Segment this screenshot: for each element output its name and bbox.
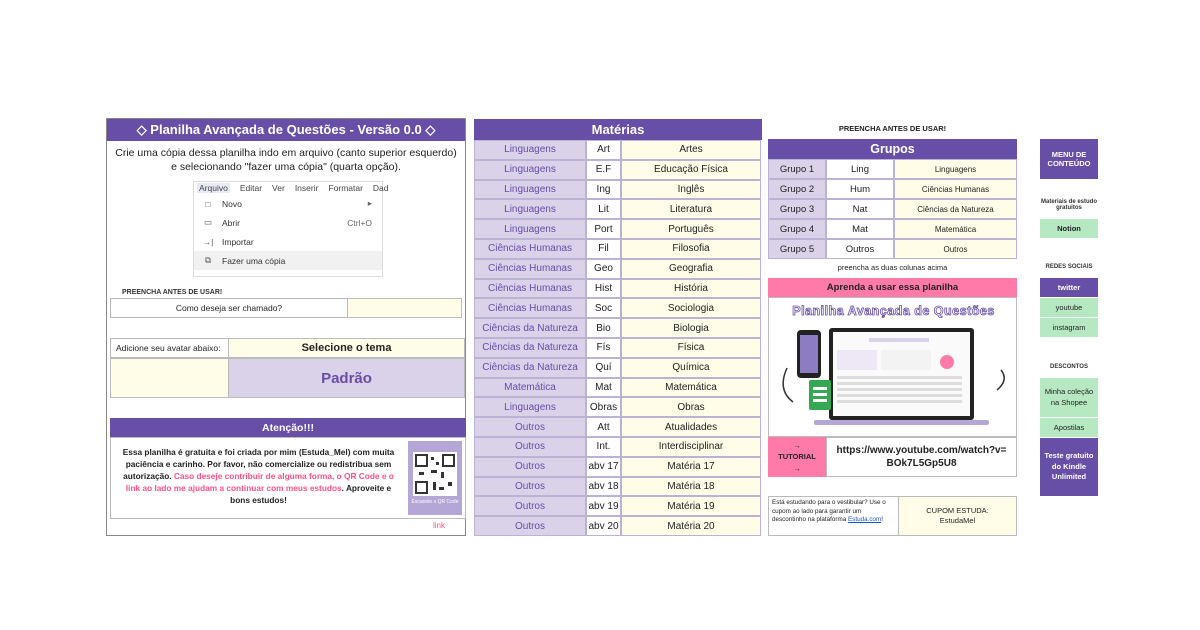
subject-area[interactable]: Linguagens bbox=[474, 180, 586, 200]
group-id[interactable]: Grupo 3 bbox=[768, 199, 826, 219]
kindle-button[interactable]: Teste gratuito do Kindle Unlimited bbox=[1040, 438, 1098, 496]
name-row bbox=[110, 298, 462, 318]
groups-note: preencha as duas colunas acima bbox=[837, 263, 948, 272]
subject-area[interactable]: Ciências da Natureza bbox=[474, 338, 586, 358]
menu-file: Arquivo bbox=[199, 183, 228, 193]
coupon-link[interactable]: Estuda.com bbox=[847, 516, 882, 523]
subject-area[interactable]: Linguagens bbox=[474, 140, 586, 160]
menu-data: Dad bbox=[372, 183, 389, 193]
subject-abbrev[interactable]: Quí bbox=[586, 358, 621, 378]
subject-name[interactable]: Inglês bbox=[621, 180, 761, 200]
subject-row bbox=[474, 477, 762, 497]
subject-name[interactable]: Matéria 17 bbox=[621, 457, 761, 477]
subject-abbrev[interactable]: abv 19 bbox=[586, 496, 621, 516]
attention-text: Essa planilha é gratuita e foi criada por mim (Estuda_Mel) com muita paciência e carinho. Por favor, não comercialize ou redistribua sem autorização. Caso deseje contribuir de alguma forma, o QR Code e o link ao lado me ajudam a continuar com meus estudos. Aproveite e bons estudos! bbox=[122, 447, 395, 506]
group-row bbox=[768, 179, 1017, 199]
menu-item-open: ▭ Abrir Ctrl+O bbox=[203, 217, 372, 228]
subject-area[interactable]: Outros bbox=[474, 457, 586, 477]
subject-row bbox=[474, 160, 762, 180]
subject-name[interactable]: Artes bbox=[621, 140, 761, 160]
subjects-title: Matérias bbox=[474, 119, 762, 140]
subject-row bbox=[474, 417, 762, 437]
subject-abbrev[interactable]: Soc bbox=[586, 298, 621, 318]
subject-name[interactable]: Literatura bbox=[621, 199, 761, 219]
group-id[interactable]: Grupo 5 bbox=[768, 239, 826, 259]
subject-abbrev[interactable]: Ing bbox=[586, 180, 621, 200]
subject-abbrev[interactable]: Mat bbox=[586, 378, 621, 398]
subject-abbrev[interactable]: Bio bbox=[586, 318, 621, 338]
copy-instructions: Crie uma cópia dessa planilha indo em arquivo (canto superior esquerdo) e selecionando "fazer uma cópia" (quarta opção). bbox=[115, 147, 457, 173]
groups-fill-before: PREENCHA ANTES DE USAR! bbox=[838, 124, 947, 133]
attention-title: Atenção!!! bbox=[110, 418, 466, 437]
sheet-title: ◇ Planilha Avançada de Questões - Versão 0.0 ◇ bbox=[107, 119, 465, 141]
group-name[interactable]: Matemática bbox=[894, 219, 1017, 239]
subject-area[interactable]: Linguagens bbox=[474, 219, 586, 239]
instagram-button[interactable]: instagram bbox=[1040, 318, 1098, 337]
group-row bbox=[768, 239, 1017, 259]
name-question: Como deseja ser chamado? bbox=[111, 299, 348, 317]
subject-row bbox=[474, 457, 762, 477]
group-name[interactable]: Linguagens bbox=[894, 159, 1017, 179]
subject-row bbox=[474, 338, 762, 358]
subjects-rows bbox=[474, 140, 762, 536]
menu-item-copy: ⧉ Fazer uma cópia bbox=[194, 251, 382, 270]
subject-name[interactable]: Atualidades bbox=[621, 417, 761, 437]
subject-name[interactable]: Matéria 19 bbox=[621, 496, 761, 516]
subject-abbrev[interactable]: abv 20 bbox=[586, 516, 621, 536]
subject-area[interactable]: Ciências Humanas bbox=[474, 279, 586, 299]
subject-name[interactable]: História bbox=[621, 279, 761, 299]
tutorial-preview[interactable] bbox=[768, 297, 1017, 437]
subject-name[interactable]: Matéria 20 bbox=[621, 516, 761, 536]
subject-row bbox=[474, 140, 762, 160]
avatar-cell[interactable] bbox=[110, 358, 230, 398]
subject-name[interactable]: Obras bbox=[621, 397, 761, 417]
subject-row bbox=[474, 219, 762, 239]
file-menu-screenshot bbox=[193, 181, 389, 277]
subject-abbrev[interactable]: Fil bbox=[586, 239, 621, 259]
subject-row bbox=[474, 358, 762, 378]
qr-caption: Escaneie o QR Code bbox=[411, 498, 459, 505]
group-row bbox=[768, 159, 1017, 179]
shopee-button[interactable]: Minha coleção na Shopee bbox=[1040, 378, 1098, 417]
groups-rows bbox=[768, 159, 1017, 259]
subject-name[interactable]: Educação Física bbox=[621, 160, 761, 180]
subject-abbrev[interactable]: abv 18 bbox=[586, 477, 621, 497]
group-id[interactable]: Grupo 4 bbox=[768, 219, 826, 239]
qr-code-card[interactable] bbox=[408, 441, 462, 515]
youtube-button[interactable]: youtube bbox=[1040, 298, 1098, 317]
group-abbrev[interactable]: Outros bbox=[826, 239, 894, 259]
group-id[interactable]: Grupo 1 bbox=[768, 159, 826, 179]
menu-edit: Editar bbox=[239, 183, 263, 193]
subject-abbrev[interactable]: Port bbox=[586, 219, 621, 239]
apostilas-button[interactable]: Apostilas bbox=[1040, 418, 1098, 437]
tutorial-label: → TUTORIAL → bbox=[768, 437, 826, 477]
fill-before-label: PREENCHA ANTES DE USAR! bbox=[122, 289, 223, 296]
subject-abbrev[interactable]: E.F bbox=[586, 160, 621, 180]
social-label: REDES SOCIAIS bbox=[1045, 264, 1093, 270]
menu-format: Formatar bbox=[328, 183, 363, 193]
subject-row bbox=[474, 318, 762, 338]
import-icon: →| bbox=[202, 236, 214, 247]
folder-icon: ▭ bbox=[203, 217, 213, 227]
subject-row bbox=[474, 239, 762, 259]
subject-name[interactable]: Física bbox=[621, 338, 761, 358]
subject-area[interactable]: Ciências Humanas bbox=[474, 239, 586, 259]
subject-abbrev[interactable]: Geo bbox=[586, 259, 621, 279]
support-link[interactable]: link bbox=[433, 521, 446, 530]
group-abbrev[interactable]: Hum bbox=[826, 179, 894, 199]
subject-area[interactable]: Outros bbox=[474, 417, 586, 437]
subject-row bbox=[474, 496, 762, 516]
theme-label: Selecione o tema bbox=[228, 338, 465, 358]
subject-row bbox=[474, 397, 762, 417]
subject-area[interactable]: Linguagens bbox=[474, 199, 586, 219]
theme-select[interactable]: Padrão bbox=[228, 358, 465, 398]
subject-area[interactable]: Outros bbox=[474, 496, 586, 516]
group-abbrev[interactable]: Mat bbox=[826, 219, 894, 239]
group-name[interactable]: Ciências da Natureza bbox=[894, 199, 1017, 219]
qr-code-icon bbox=[413, 452, 457, 496]
group-name[interactable]: Outros bbox=[894, 239, 1017, 259]
tutorial-title: Aprenda a usar essa planilha bbox=[768, 278, 1017, 297]
subject-row bbox=[474, 259, 762, 279]
subject-abbrev[interactable]: Hist bbox=[586, 279, 621, 299]
subject-name[interactable]: Química bbox=[621, 358, 761, 378]
subject-row bbox=[474, 378, 762, 398]
subject-row bbox=[474, 279, 762, 299]
subject-abbrev[interactable]: Art bbox=[586, 140, 621, 160]
subject-name[interactable]: Biologia bbox=[621, 318, 761, 338]
subject-row bbox=[474, 516, 762, 536]
avatar-label: Adicione seu avatar abaixo: bbox=[110, 338, 230, 358]
subject-area[interactable]: Outros bbox=[474, 516, 586, 536]
subject-name[interactable]: Português bbox=[621, 219, 761, 239]
subject-area[interactable]: Outros bbox=[474, 437, 586, 457]
subject-row bbox=[474, 180, 762, 200]
subject-area[interactable]: Ciências da Natureza bbox=[474, 318, 586, 338]
subject-area[interactable]: Ciências da Natureza bbox=[474, 358, 586, 378]
groups-table bbox=[768, 139, 1017, 259]
group-id[interactable]: Grupo 2 bbox=[768, 179, 826, 199]
discounts-label: DESCONTOS bbox=[1050, 364, 1088, 370]
main-info-panel bbox=[106, 118, 466, 536]
twitter-button[interactable]: twitter bbox=[1040, 278, 1098, 297]
subject-name[interactable]: Matéria 18 bbox=[621, 477, 761, 497]
laptop-preview-icon bbox=[769, 320, 1018, 436]
subject-area[interactable]: Linguagens bbox=[474, 160, 586, 180]
new-file-icon: □ bbox=[205, 198, 211, 209]
subject-abbrev[interactable]: Int. bbox=[586, 437, 621, 457]
groups-title: Grupos bbox=[768, 139, 1017, 159]
attention-box bbox=[110, 437, 466, 519]
subject-name[interactable]: Matemática bbox=[621, 378, 761, 398]
menu-insert: Inserir bbox=[294, 183, 319, 193]
menu-item-import: →| Importar bbox=[202, 236, 254, 247]
menu-bar bbox=[194, 182, 389, 194]
free-materials-label: Materiais de estudo gratuitos bbox=[1040, 199, 1097, 211]
tutorial-url[interactable]: https://www.youtube.com/watch?v=BOk7L5Gp5U8 bbox=[826, 437, 1017, 477]
coupon-box bbox=[768, 496, 1017, 536]
notion-button[interactable]: Notion bbox=[1040, 219, 1098, 238]
name-input[interactable] bbox=[348, 299, 461, 317]
group-abbrev[interactable]: Ling bbox=[826, 159, 894, 179]
copy-icon: ⧉ bbox=[204, 255, 212, 265]
subjects-table bbox=[474, 119, 762, 536]
subject-name[interactable]: Sociologia bbox=[621, 298, 761, 318]
subject-abbrev[interactable]: Att bbox=[586, 417, 621, 437]
subject-area[interactable]: Linguagens bbox=[474, 397, 586, 417]
subject-name[interactable]: Filosofia bbox=[621, 239, 761, 259]
group-name[interactable]: Ciências Humanas bbox=[894, 179, 1017, 199]
coupon-code: CUPOM ESTUDA: EstudaMel bbox=[899, 497, 1016, 535]
preview-title: Planilha Avançada de Questões bbox=[792, 304, 995, 318]
menu-item-new: □ Novo ▸ bbox=[194, 194, 382, 213]
subject-row bbox=[474, 199, 762, 219]
content-menu-button[interactable]: MENU DE CONTEÚDO bbox=[1040, 139, 1098, 179]
subject-area[interactable]: Ciências Humanas bbox=[474, 298, 586, 318]
subject-area[interactable]: Outros bbox=[474, 477, 586, 497]
subject-abbrev[interactable]: Obras bbox=[586, 397, 621, 417]
subject-row bbox=[474, 437, 762, 457]
coupon-text: Está estudando para o vestibular? Use o cupom ao lado para garantir um descontinho na plataforma Estuda.com! bbox=[769, 497, 899, 535]
subject-name[interactable]: Geografia bbox=[621, 259, 761, 279]
subject-area[interactable]: Ciências Humanas bbox=[474, 259, 586, 279]
subject-name[interactable]: Interdisciplinar bbox=[621, 437, 761, 457]
subject-area[interactable]: Matemática bbox=[474, 378, 586, 398]
menu-view: Ver bbox=[272, 183, 285, 193]
group-row bbox=[768, 219, 1017, 239]
subject-abbrev[interactable]: Fís bbox=[586, 338, 621, 358]
group-row bbox=[768, 199, 1017, 219]
subject-abbrev[interactable]: abv 17 bbox=[586, 457, 621, 477]
subject-row bbox=[474, 298, 762, 318]
group-abbrev[interactable]: Nat bbox=[826, 199, 894, 219]
subject-abbrev[interactable]: Lit bbox=[586, 199, 621, 219]
